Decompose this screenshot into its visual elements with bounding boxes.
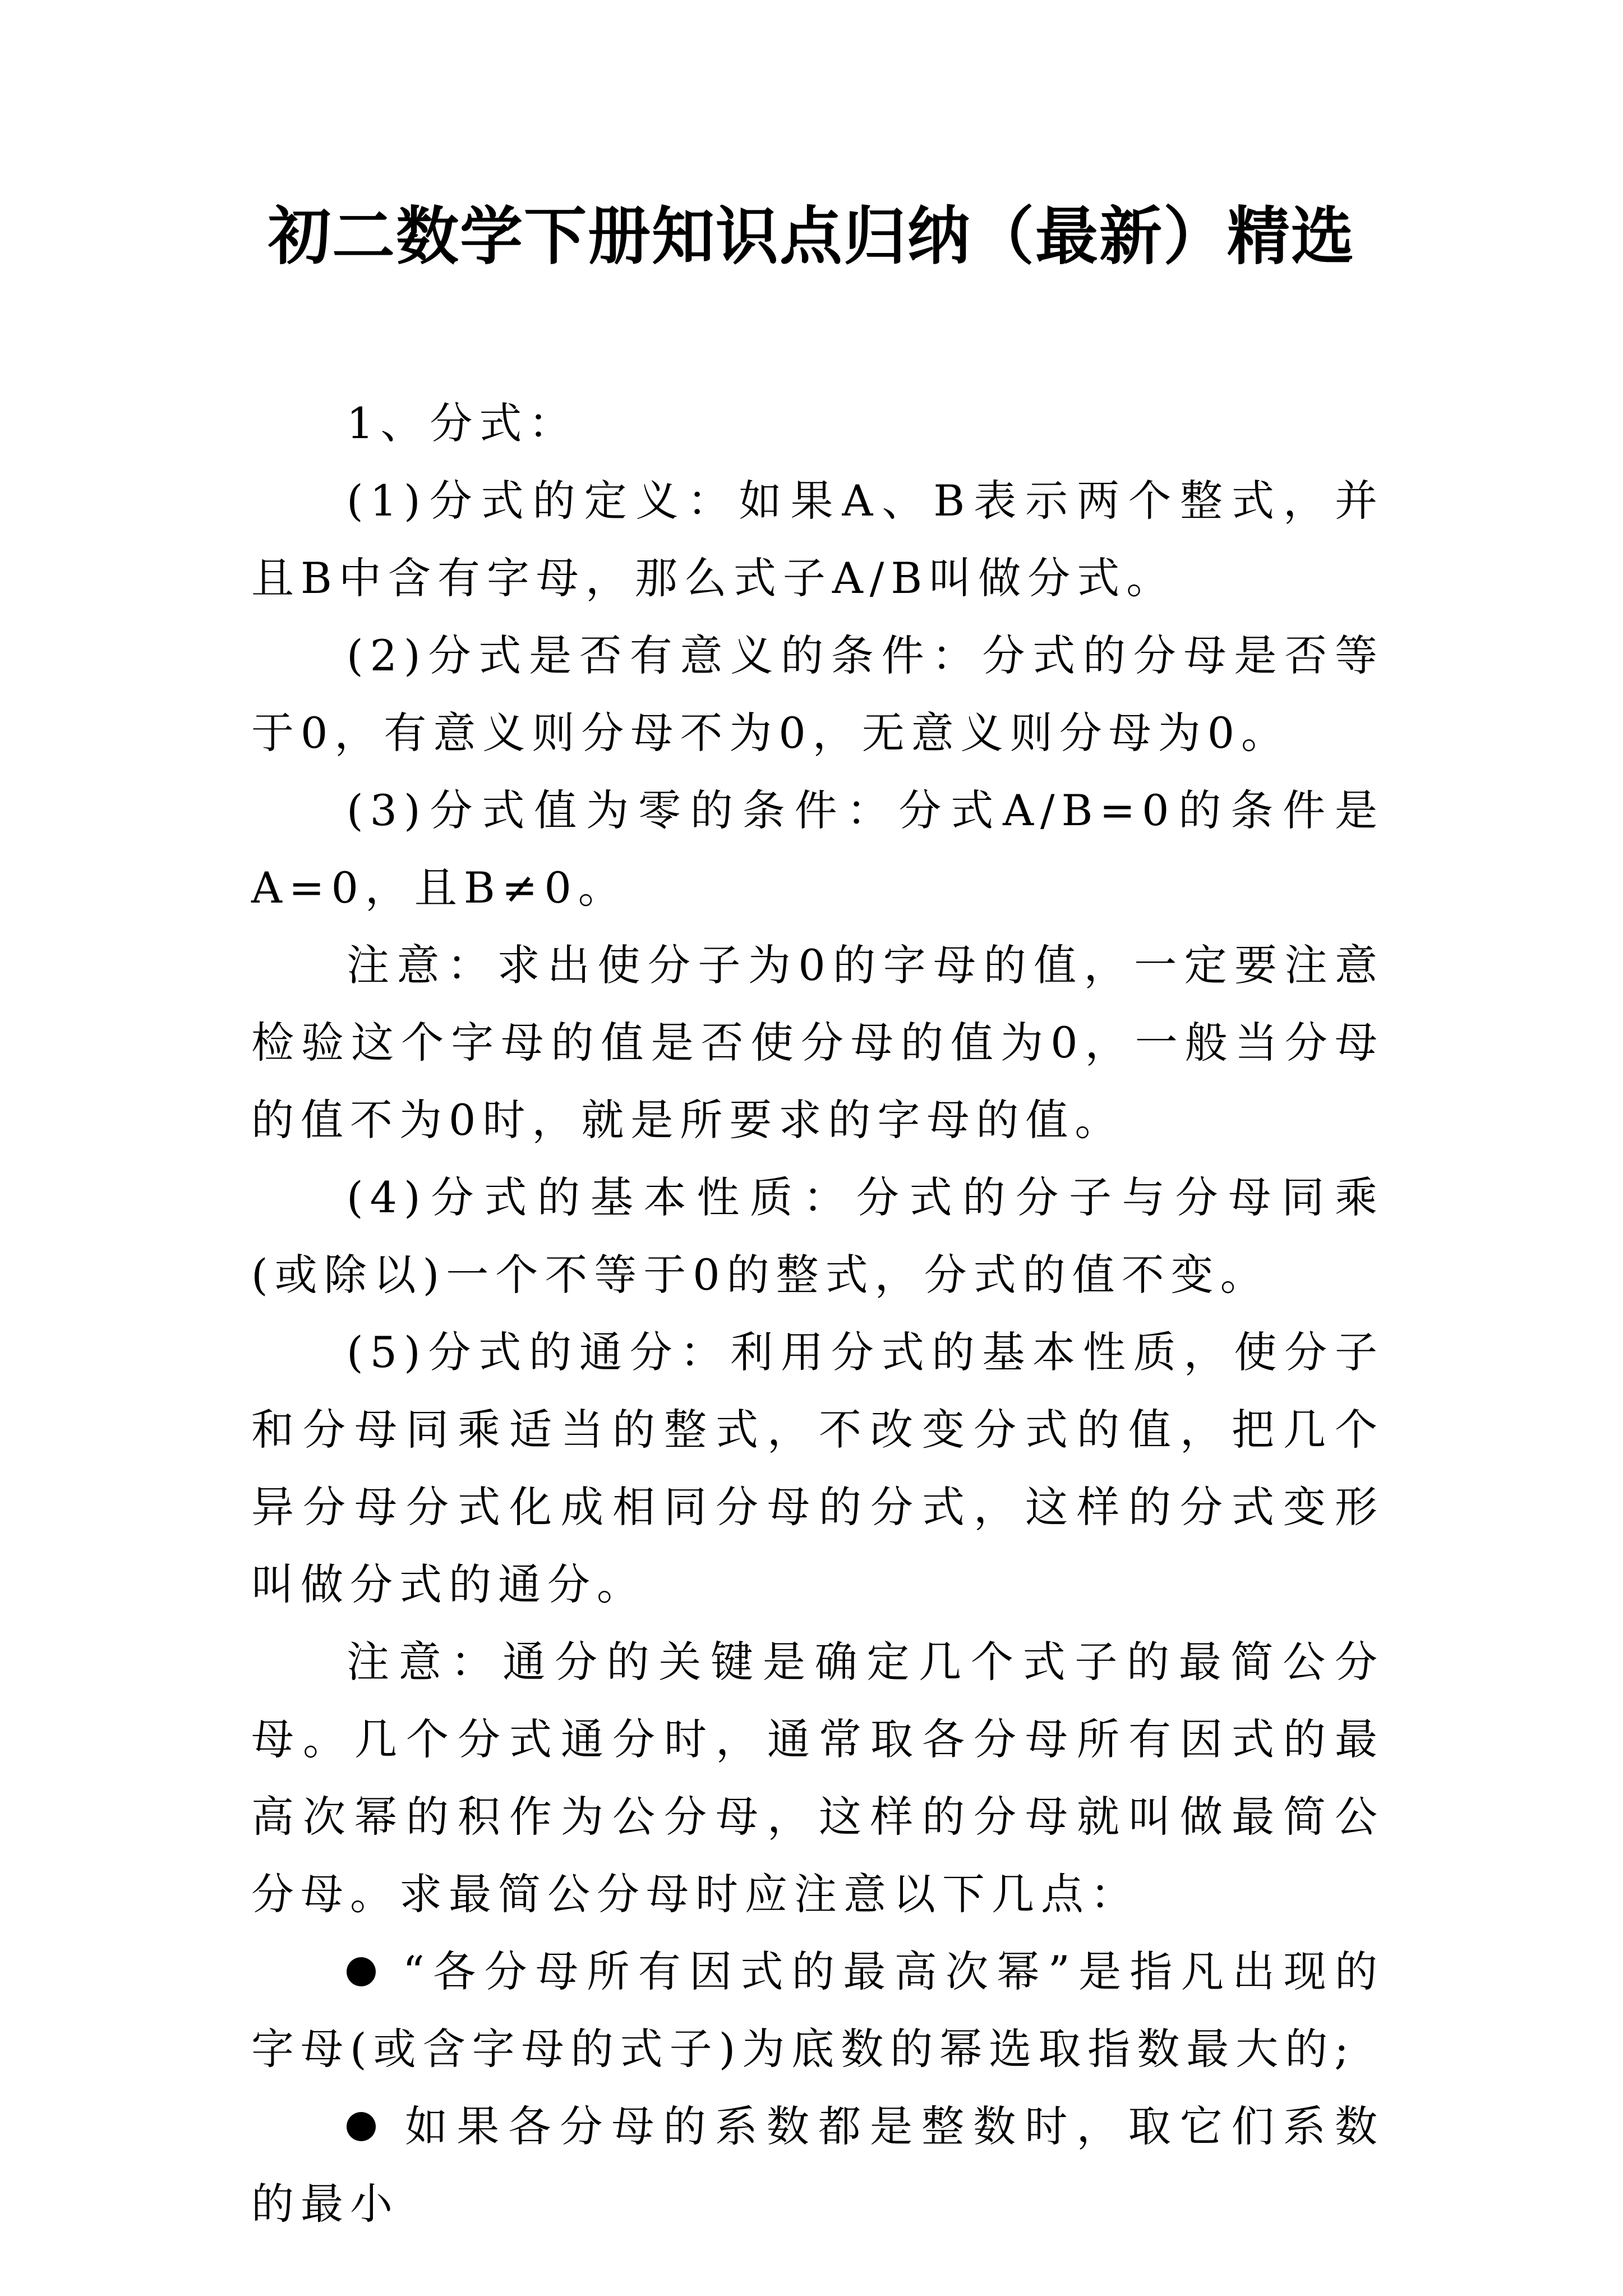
bullet-item [251, 2088, 1384, 2243]
bullet-dot-icon [347, 1957, 376, 1986]
bullet-text: “各分母所有因式的最高次幂”是指凡出现的字母(或含字母的式子)为底数的幂选取指数最大的; [251, 1947, 1384, 2074]
paragraph-note-check: 注意：求出使分子为0的字母的值，一定要注意检验这个字母的值是否使分母的值为0，一般当分母的值不为0时，就是所要求的字母的值。 [251, 940, 1384, 1145]
document-body [251, 385, 1384, 2243]
paragraph-note-lcd: 注意：通分的关键是确定几个式子的最简公分母。几个分式通分时，通常取各分母所有因式的最高次幂的积作为公分母，这样的分母就叫做最简公分母。求最简公分母时应注意以下几点： [251, 1637, 1384, 1919]
bullet-item [251, 1933, 1384, 2088]
bullet-text: 如果各分母的系数都是整数时，取它们系数的最小 [251, 2101, 1384, 2229]
section-heading-fractions: 1、分式： [347, 398, 578, 448]
paragraph-definition: (1)分式的定义：如果A、B表示两个整式，并且B中含有字母，那么式子A/B叫做分式。 [251, 476, 1384, 603]
paragraph-meaningful-condition: (2)分式是否有意义的条件：分式的分母是否等于0，有意义则分母不为0，无意义则分母为0。 [251, 631, 1384, 758]
paragraph-basic-property: (4)分式的基本性质：分式的分子与分母同乘(或除以)一个不等于0的整式，分式的值不变。 [251, 1172, 1384, 1300]
bullet-dot-icon [347, 2112, 376, 2141]
paragraph-common-denominator: (5)分式的通分：利用分式的基本性质，使分子和分母同乘适当的整式，不改变分式的值，把几个异分母分式化成相同分母的分式，这样的分式变形叫做分式的通分。 [251, 1327, 1384, 1609]
document-title: 初二数学下册知识点归纳（最新）精选 [268, 200, 1355, 273]
paragraph-zero-condition: (3)分式值为零的条件：分式A/B=0的条件是A=0，且B≠0。 [251, 785, 1384, 913]
